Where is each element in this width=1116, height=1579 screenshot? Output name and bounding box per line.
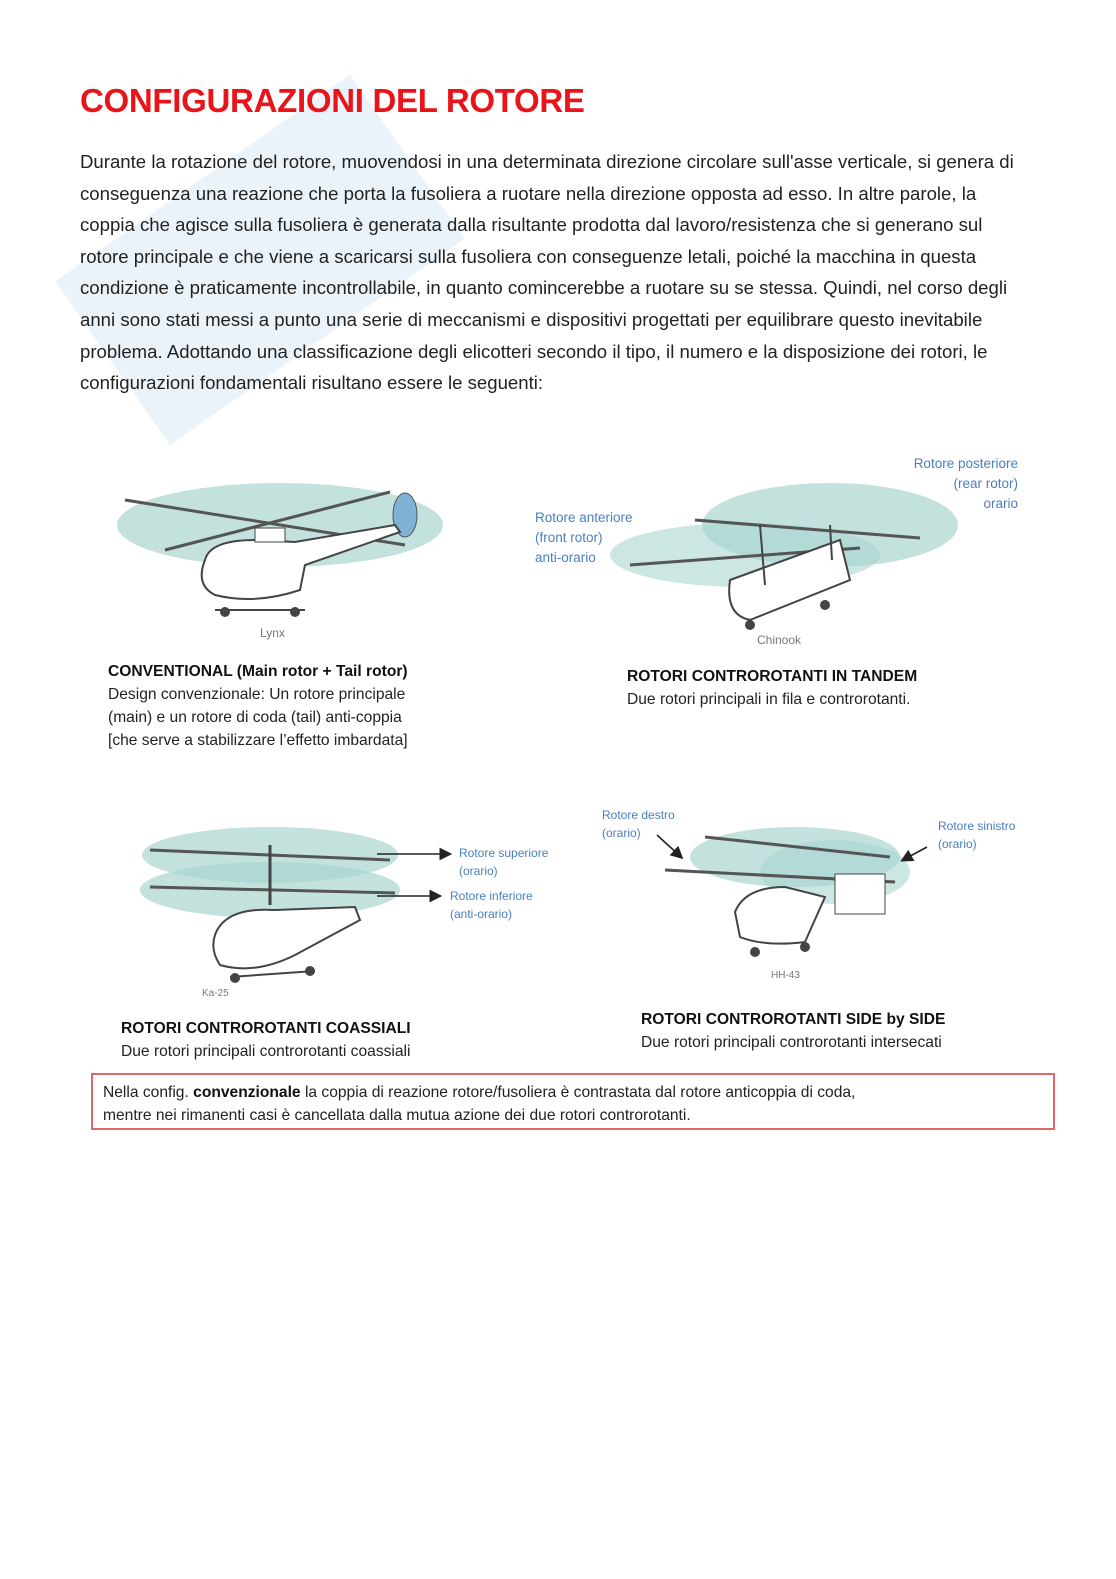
annotation-line: Rotore inferiore: [450, 889, 533, 903]
annotation-line: (front rotor): [535, 530, 603, 545]
conventional-caption-title: CONVENTIONAL (Main rotor + Tail rotor): [108, 663, 408, 680]
tandem-caption: [627, 665, 917, 711]
annotation-line: (orario): [602, 826, 641, 840]
conventional-model-label: Lynx: [260, 626, 285, 640]
conventional-caption-line: [che serve a stabilizzare l’effetto imbardata]: [108, 732, 408, 749]
side-by-side-arrows: [655, 825, 935, 870]
conventional-caption: [108, 660, 408, 752]
coaxial-upper-rotor-label: [459, 844, 548, 880]
annotation-line: Rotore superiore: [459, 846, 549, 860]
tandem-front-rotor-label: [535, 508, 633, 568]
annotation-line: (anti-orario): [450, 907, 513, 921]
tandem-rear-rotor-label: [880, 454, 1018, 514]
annotation-line: (orario): [459, 864, 498, 878]
annotation-line: Rotore destro: [602, 808, 675, 822]
annotation-line: (rear rotor): [953, 476, 1018, 491]
conventional-helicopter-illustration: [105, 470, 455, 650]
conventional-caption-line: Design convenzionale: Un rotore principale: [108, 686, 406, 703]
note-rest: la coppia di reazione rotore/fusoliera è contrastata dal rotore anticoppia di coda,: [300, 1084, 856, 1101]
annotation-line: Rotore sinistro: [938, 819, 1016, 833]
side-by-side-caption-line: Due rotori principali controrotanti intersecati: [641, 1034, 942, 1051]
side-by-side-left-rotor-label: [938, 817, 1015, 853]
conventional-caption-line: (main) e un rotore di coda (tail) anti-coppia: [108, 709, 402, 726]
coaxial-arrows: [375, 840, 455, 910]
coaxial-caption-line: Due rotori principali controrotanti coassiali: [121, 1043, 411, 1060]
annotation-line: orario: [983, 496, 1018, 511]
coaxial-caption: [121, 1017, 411, 1063]
annotation-line: (orario): [938, 837, 977, 851]
note-bold: convenzionale: [193, 1084, 301, 1101]
coaxial-lower-rotor-label: [450, 887, 533, 923]
side-by-side-caption: [641, 1008, 945, 1054]
side-by-side-caption-title: ROTORI CONTROROTANTI SIDE by SIDE: [641, 1011, 946, 1028]
tandem-caption-line: Due rotori principali in fila e controrotanti.: [627, 691, 911, 708]
side-by-side-right-rotor-label: [602, 806, 675, 842]
side-by-side-model-label: HH-43: [771, 970, 800, 981]
tandem-model-label: Chinook: [757, 633, 802, 647]
note-line-2: mentre nei rimanenti casi è cancellata dalla mutua azione dei due rotori controrotanti.: [103, 1107, 691, 1124]
page-title: CONFIGURAZIONI DEL ROTORE: [80, 82, 585, 119]
summary-note-box: [91, 1073, 1055, 1130]
coaxial-model-label: Ka-25: [202, 988, 229, 999]
coaxial-caption-title: ROTORI CONTROROTANTI COASSIALI: [121, 1020, 411, 1037]
tandem-caption-title: ROTORI CONTROROTANTI IN TANDEM: [627, 668, 918, 685]
annotation-line: Rotore anteriore: [535, 510, 633, 525]
annotation-line: anti-orario: [535, 550, 596, 565]
note-line-1: [103, 1081, 1043, 1104]
annotation-line: Rotore posteriore: [913, 456, 1018, 471]
note-prefix: Nella config.: [103, 1084, 194, 1101]
intro-paragraph: Durante la rotazione del rotore, muovendosi in una determinata direzione circolare sull'asse verticale, si genera di conseguenza una reazione che porta la fusoliera a ruotare nella direzione opposta ad esso. In altre parole, la coppia che agisce sulla fusoliera è generata dalla risultante prodotta dal lavoro/resistenza che si generano sul rotore principale e che viene a scaricarsi sulla fusoliera con conseguenze letali, poiché la macchina in questa condizione è praticamente incontrollabile, in quanto comincerebbe a ruotare su se stessa. Quindi, nel corso degli anni sono stati messi a punto una serie di meccanismi e dispositivi progettati per equilibrare questo inevitabile problema. Adottando una classificazione degli elicotteri secondo il tipo, il numero e la disposizione dei rotori, le configurazioni fondamentali risultano essere le seguenti:: [80, 151, 1014, 394]
